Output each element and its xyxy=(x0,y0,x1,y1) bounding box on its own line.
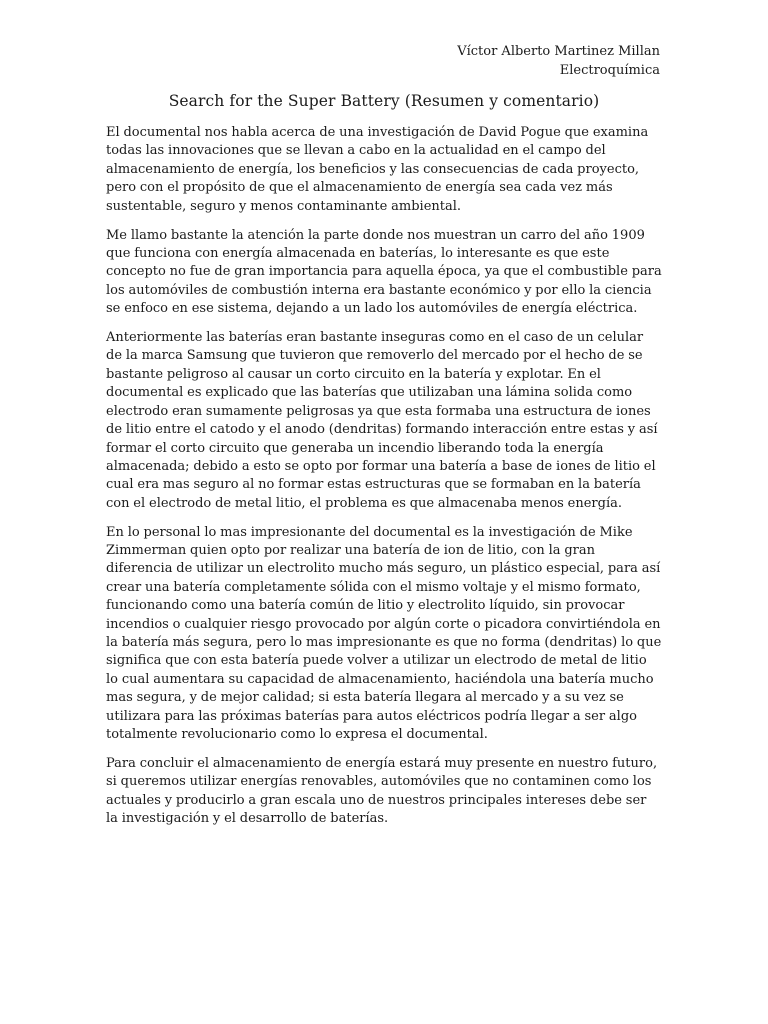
paragraph-4: En lo personal lo mas impresionante del documental es la investigación de Mike Zimmerman quien opto por realizar una batería de ion de litio, con la gran diferencia de utilizar un electrolito mucho más seguro, un plástico especial, para así crear una batería completamente sólida con el mismo voltaje y el mismo formato, funcionando como una batería común de litio y electrolito líquido, sin provocar incendios o cualquier riesgo provocado por algún corte o picadora convirtiéndola en la batería más segura, pero lo mas impresionante es que no forma (dendritas) lo que significa que con esta batería puede volver a utilizar un electrodo de metal de litio lo cual aumentara su capacidad de almacenamiento, haciéndola una batería mucho mas segura, y de mejor calidad; si esta batería llegara al mercado y a su vez se utilizara para las próximas baterías para autos eléctricos podría llegar a ser algo totalmente revolucionario como lo expresa el documental. xyxy=(106,524,662,743)
paragraph-2: Me llamo bastante la atención la parte donde nos muestran un carro del año 1909 que funciona con energía almacenada en baterías, lo interesante es que este concepto no fue de gran importancia para aquella época, ya que el combustible para los automóviles de combustión interna era bastante económico y por ello la ciencia se enfoco en ese sistema, dejando a un lado los automóviles de energía eléctrica. xyxy=(106,227,662,317)
paragraph-5: Para concluir el almacenamiento de energía estará muy presente en nuestro futuro, si queremos utilizar energías renovables, automóviles que no contaminen como los actuales y producirlo a gran escala uno de nuestros principales intereses debe ser la investigación y el desarrollo de baterías. xyxy=(106,756,658,827)
document-header xyxy=(457,42,660,80)
author-name: Víctor Alberto Martinez Millan xyxy=(457,44,660,59)
subject-name: Electroquímica xyxy=(559,63,660,78)
document-body xyxy=(106,124,662,839)
document-title: Search for the Super Battery (Resumen y comentario) xyxy=(168,92,600,110)
paragraph-3: Anteriormente las baterías eran bastante inseguras como en el caso de un celular de la marca Samsung que tuvieron que removerlo del mercado por el hecho de se bastante peligroso al causar un corto circuito en la batería y explotar. En el documental es explicado que las baterías que utilizaban una lámina solida como electrodo eran sumamente peligrosas ya que esta formaba una estructura de iones de litio entre el catodo y el anodo (dendritas) formando interacción entre estas y así formar el corto circuito que generaba un incendio liberando toda la energía almacenada; debido a esto se opto por formar una batería a base de iones de litio el cual era mas seguro al no formar estas estructuras que se formaban en la batería con el electrodo de metal litio, el problema es que almacenaba menos energía. xyxy=(106,330,658,511)
paragraph-1: El documental nos habla acerca de una investigación de David Pogue que examina todas las innovaciones que se llevan a cabo en la actualidad en el campo del almacenamiento de energía, los beneficios y las consecuencias de cada proyecto, pero con el propósito de que el almacenamiento de energía sea cada vez más sustentable, seguro y menos contaminante ambiental. xyxy=(106,125,649,214)
